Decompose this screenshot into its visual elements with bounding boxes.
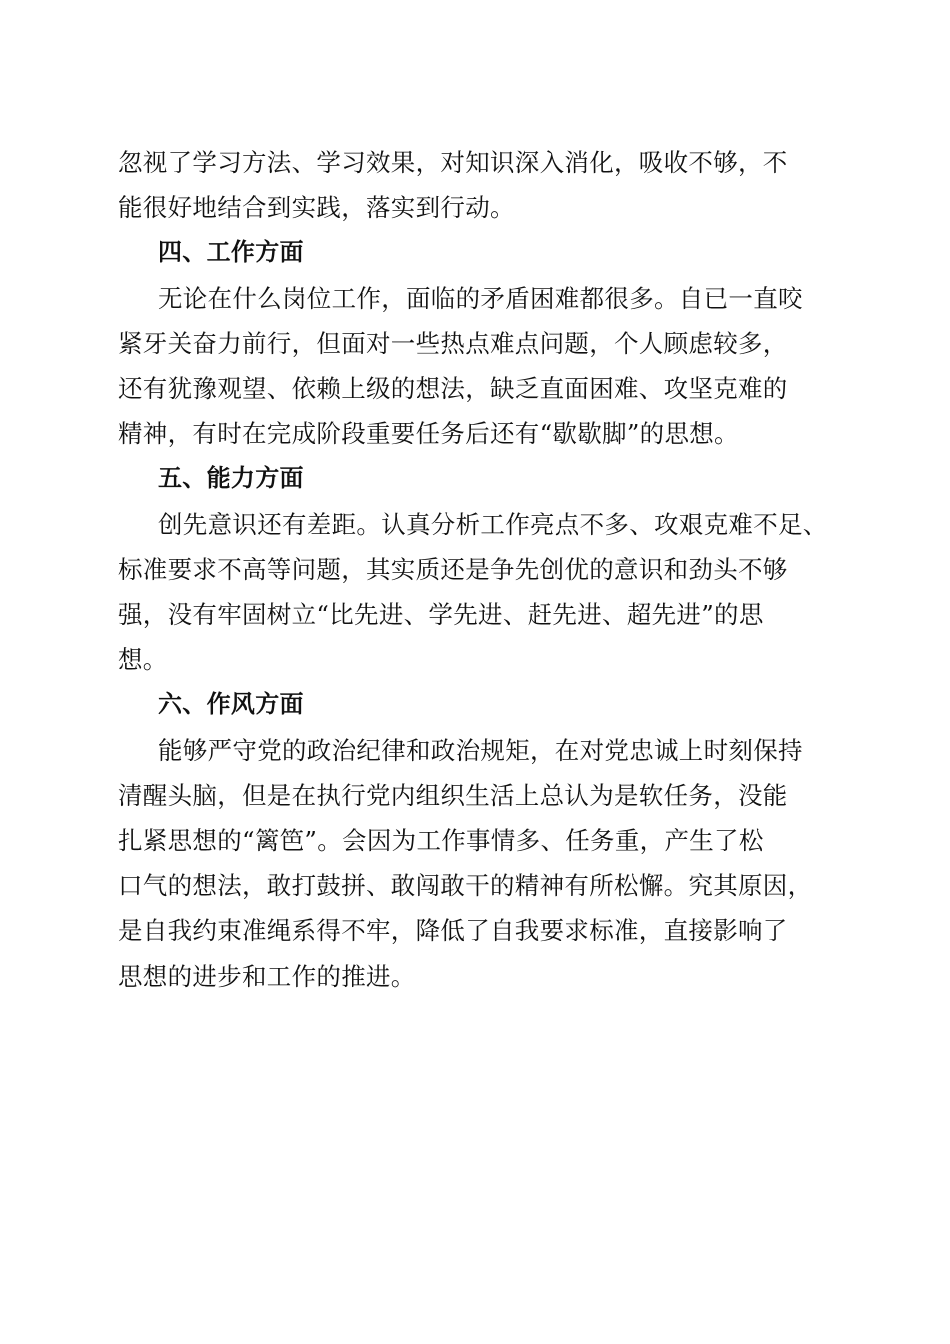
text-line: 强，没有牢固树立“比先进、学先进、赶先进、超先进”的思 — [118, 600, 764, 630]
section-heading-ability — [118, 456, 830, 501]
paragraph-ability — [118, 502, 830, 683]
heading-text: 五、能力方面 — [158, 464, 304, 493]
text-line: 清醒头脑，但是在执行党内组织生活上总认为是软任务，没能 — [118, 780, 788, 810]
text-line: 扎紧思想的“篱笆”。会因为工作事情多、任务重，产生了松 — [118, 826, 764, 856]
text-line: 口气的想法，敢打鼓拼、敢闯敢干的精神有所松懈。究其原因， — [118, 871, 813, 901]
text-line: 精神，有时在完成阶段重要任务后还有“歇歇脚”的思想。 — [118, 419, 739, 449]
text-line: 能很好地结合到实践，落实到行动。 — [118, 193, 515, 223]
heading-text: 四、工作方面 — [158, 238, 304, 267]
document-body — [118, 140, 830, 999]
text-line: 紧牙关奋力前行，但面对一些热点难点问题，个人顾虑较多， — [118, 328, 788, 358]
text-line: 思想的进步和工作的推进。 — [118, 961, 416, 991]
text-line: 想。 — [118, 645, 168, 675]
paragraph-work — [118, 276, 830, 457]
paragraph-study-continued — [118, 140, 830, 230]
text-line: 创先意识还有差距。认真分析工作亮点不多、攻艰克难不足、 — [158, 509, 828, 539]
section-heading-style — [118, 682, 830, 727]
text-line: 忽视了学习方法、学习效果，对知识深入消化，吸收不够，不 — [118, 148, 788, 177]
heading-text: 六、作风方面 — [158, 690, 304, 719]
paragraph-style — [118, 728, 830, 999]
text-line: 是自我约束准绳系得不牢，降低了自我要求标准，直接影响了 — [118, 916, 788, 946]
text-line: 标准要求不高等问题，其实质还是争先创优的意识和劲头不够 — [118, 554, 788, 584]
text-line: 能够严守党的政治纪律和政治规矩，在对党忠诚上时刻保持 — [158, 735, 803, 765]
section-heading-work — [118, 230, 830, 275]
text-line: 还有犹豫观望、依赖上级的想法，缺乏直面困难、攻坚克难的 — [118, 374, 788, 404]
text-line: 无论在什么岗位工作，面临的矛盾困难都很多。自已一直咬 — [158, 283, 803, 313]
